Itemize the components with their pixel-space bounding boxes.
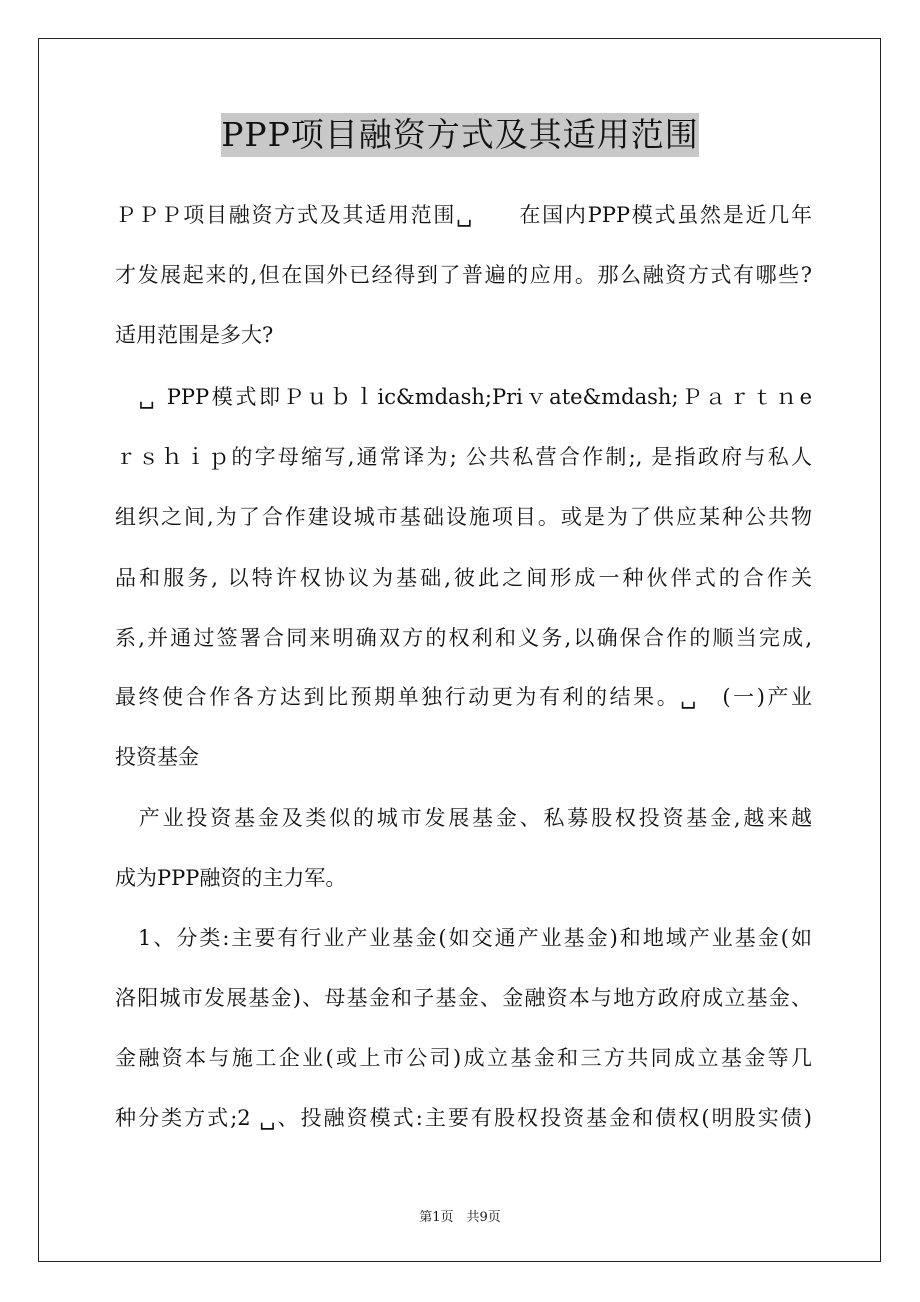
paragraph-line: 投资基金 [115,745,199,769]
paragraph-line: ␣ PPP模式即Ｐｕｂｌic&mdash;Priｖate&mdash;Ｐａｒｔｎe [115,385,812,409]
paragraph-line: 金融资本与施工企业(或上市公司)成立基金和三方共同成立基金等几 [115,1046,812,1070]
paragraph-line: 品和服务, 以特许权协议为基础,彼此之间形成一种伙伴式的合作关 [115,566,812,590]
paragraph-line: 成为PPP融资的主力军。 [115,866,347,890]
paragraph-line: 适用范围是多大? [115,323,274,347]
page-number: 第1页 共9页 [419,1210,501,1225]
paragraph-line: 产业投资基金及类似的城市发展基金、私募股权投资基金,越来越 [115,806,812,830]
paragraph-line: 最终使合作各方达到比预期单独行动更为有利的结果。␣ (一)产业 [115,685,812,709]
paragraph-line: 组织之间,为了合作建设城市基础设施项目。或是为了供应某种公共物 [115,505,812,529]
paragraph-line: ｒｓｈｉｐ的字母缩写,通常译为; 公共私营合作制;, 是指政府与私人 [115,445,812,469]
paragraph-line: 洛阳城市发展基金)、母基金和子基金、金融资本与地方政府成立基金、 [115,986,812,1010]
document-title: PPP项目融资方式及其适用范围 [221,113,699,157]
paragraph-line: ＰＰＰ项目融资方式及其适用范围␣ 在国内PPP模式虽然是近几年 [115,203,812,227]
paragraph-line: 种分类方式;2 ␣、投融资模式:主要有股权投资基金和债权(明股实债) [115,1106,812,1130]
paragraph-line: 1、分类:主要有行业产业基金(如交通产业基金)和地域产业基金(如 [115,926,812,950]
paragraph-line: 才发展起来的,但在国外已经得到了普遍的应用。那么融资方式有哪些? [115,263,812,287]
paragraph-line: 系,并通过签署合同来明确双方的权利和义务,以确保合作的顺当完成, [115,626,812,650]
